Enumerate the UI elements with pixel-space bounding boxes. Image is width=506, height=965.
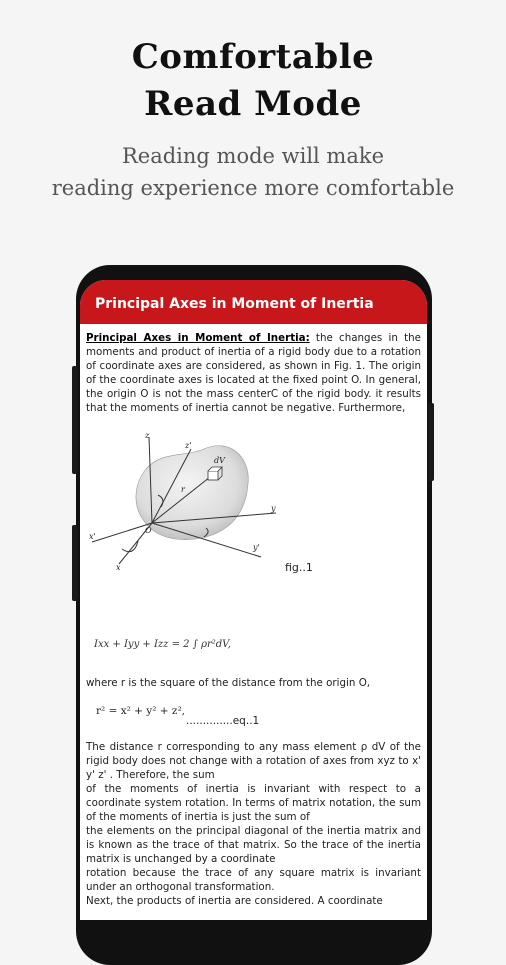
label-x-prime: x': [89, 532, 96, 541]
promo-title-line2: Read Mode: [144, 84, 362, 124]
body-paragraph-3: the elements on the principal diagonal of the inertia matrix and is known as the trace of that matrix. So the trace of the inertia matrix is unchanged by a coordinate: [86, 825, 421, 865]
app-bar-title: Principal Axes in Moment of Inertia: [95, 296, 374, 312]
intro-paragraph: [86, 331, 421, 415]
label-dv: dV: [214, 456, 225, 465]
inertia-figure: [86, 429, 421, 604]
phone-volume-button: [72, 366, 78, 474]
promo-subtitle-line1: Reading mode will make: [121, 144, 385, 168]
app-bar: [80, 280, 427, 324]
body-paragraph-4: rotation because the trace of any square matrix is invariant under an orthogonal transformation.: [86, 867, 421, 893]
x-prime-axis: [92, 523, 152, 542]
equation-radius-tag: ..............eq..1: [186, 715, 260, 727]
promo-headline: [0, 34, 506, 128]
label-z-prime: z': [185, 441, 192, 450]
phone-side-button: [72, 525, 78, 601]
article-content[interactable]: [80, 324, 427, 908]
promo-title-line1: Comfortable: [131, 37, 375, 77]
body-paragraph-5: Next, the products of inertia are considered. A coordinate: [86, 895, 383, 907]
article-intro-text: the changes in the moments and product of inertia of a rigid body due to a rotation of coordinate axes are considered, as shown in Fig. 1. The origin of the coordinate axes is located at the fixed point O. In general, the origin O is not the mass centerC of the rigid body. it results that the moments of inertia cannot be negative. Furthermore,: [86, 332, 421, 414]
article-lead-heading: Principal Axes in Moment of Inertia:: [86, 332, 310, 344]
figure-caption: fig..1: [285, 561, 313, 574]
body-paragraph-1: The distance r corresponding to any mass element ρ dV of the rigid body does not change with a rotation of axes from xyz to x' y' z' . Therefore, the sum: [86, 741, 421, 781]
promo-subtitle-line2: reading experience more comfortable: [51, 176, 455, 200]
body-text: [86, 740, 421, 908]
phone-screen: [80, 280, 427, 920]
label-x: x: [116, 563, 121, 572]
label-origin: O: [145, 526, 152, 535]
label-y-prime: y': [253, 543, 260, 552]
promo-subtitle: [0, 140, 506, 204]
equation-trace: Ixx + Iyy + Izz = 2 ∫ ρr²dV,: [94, 639, 231, 650]
equation-radius-formula: r² = x² + y² + z²,: [96, 705, 185, 717]
label-y: y: [271, 504, 276, 513]
rigid-body-shape: [136, 446, 248, 540]
label-r: r: [181, 485, 185, 494]
body-paragraph-2: of the moments of inertia is invariant with respect to a coordinate system rotation. In terms of matrix notation, the sum of the moments of inertia is just the sum of: [86, 783, 421, 823]
phone-power-button: [428, 403, 434, 481]
equation-radius: [96, 704, 421, 730]
inertia-diagram: [86, 429, 421, 604]
label-z: z: [145, 431, 150, 440]
where-paragraph: where r is the square of the distance from the origin O,: [86, 677, 371, 689]
